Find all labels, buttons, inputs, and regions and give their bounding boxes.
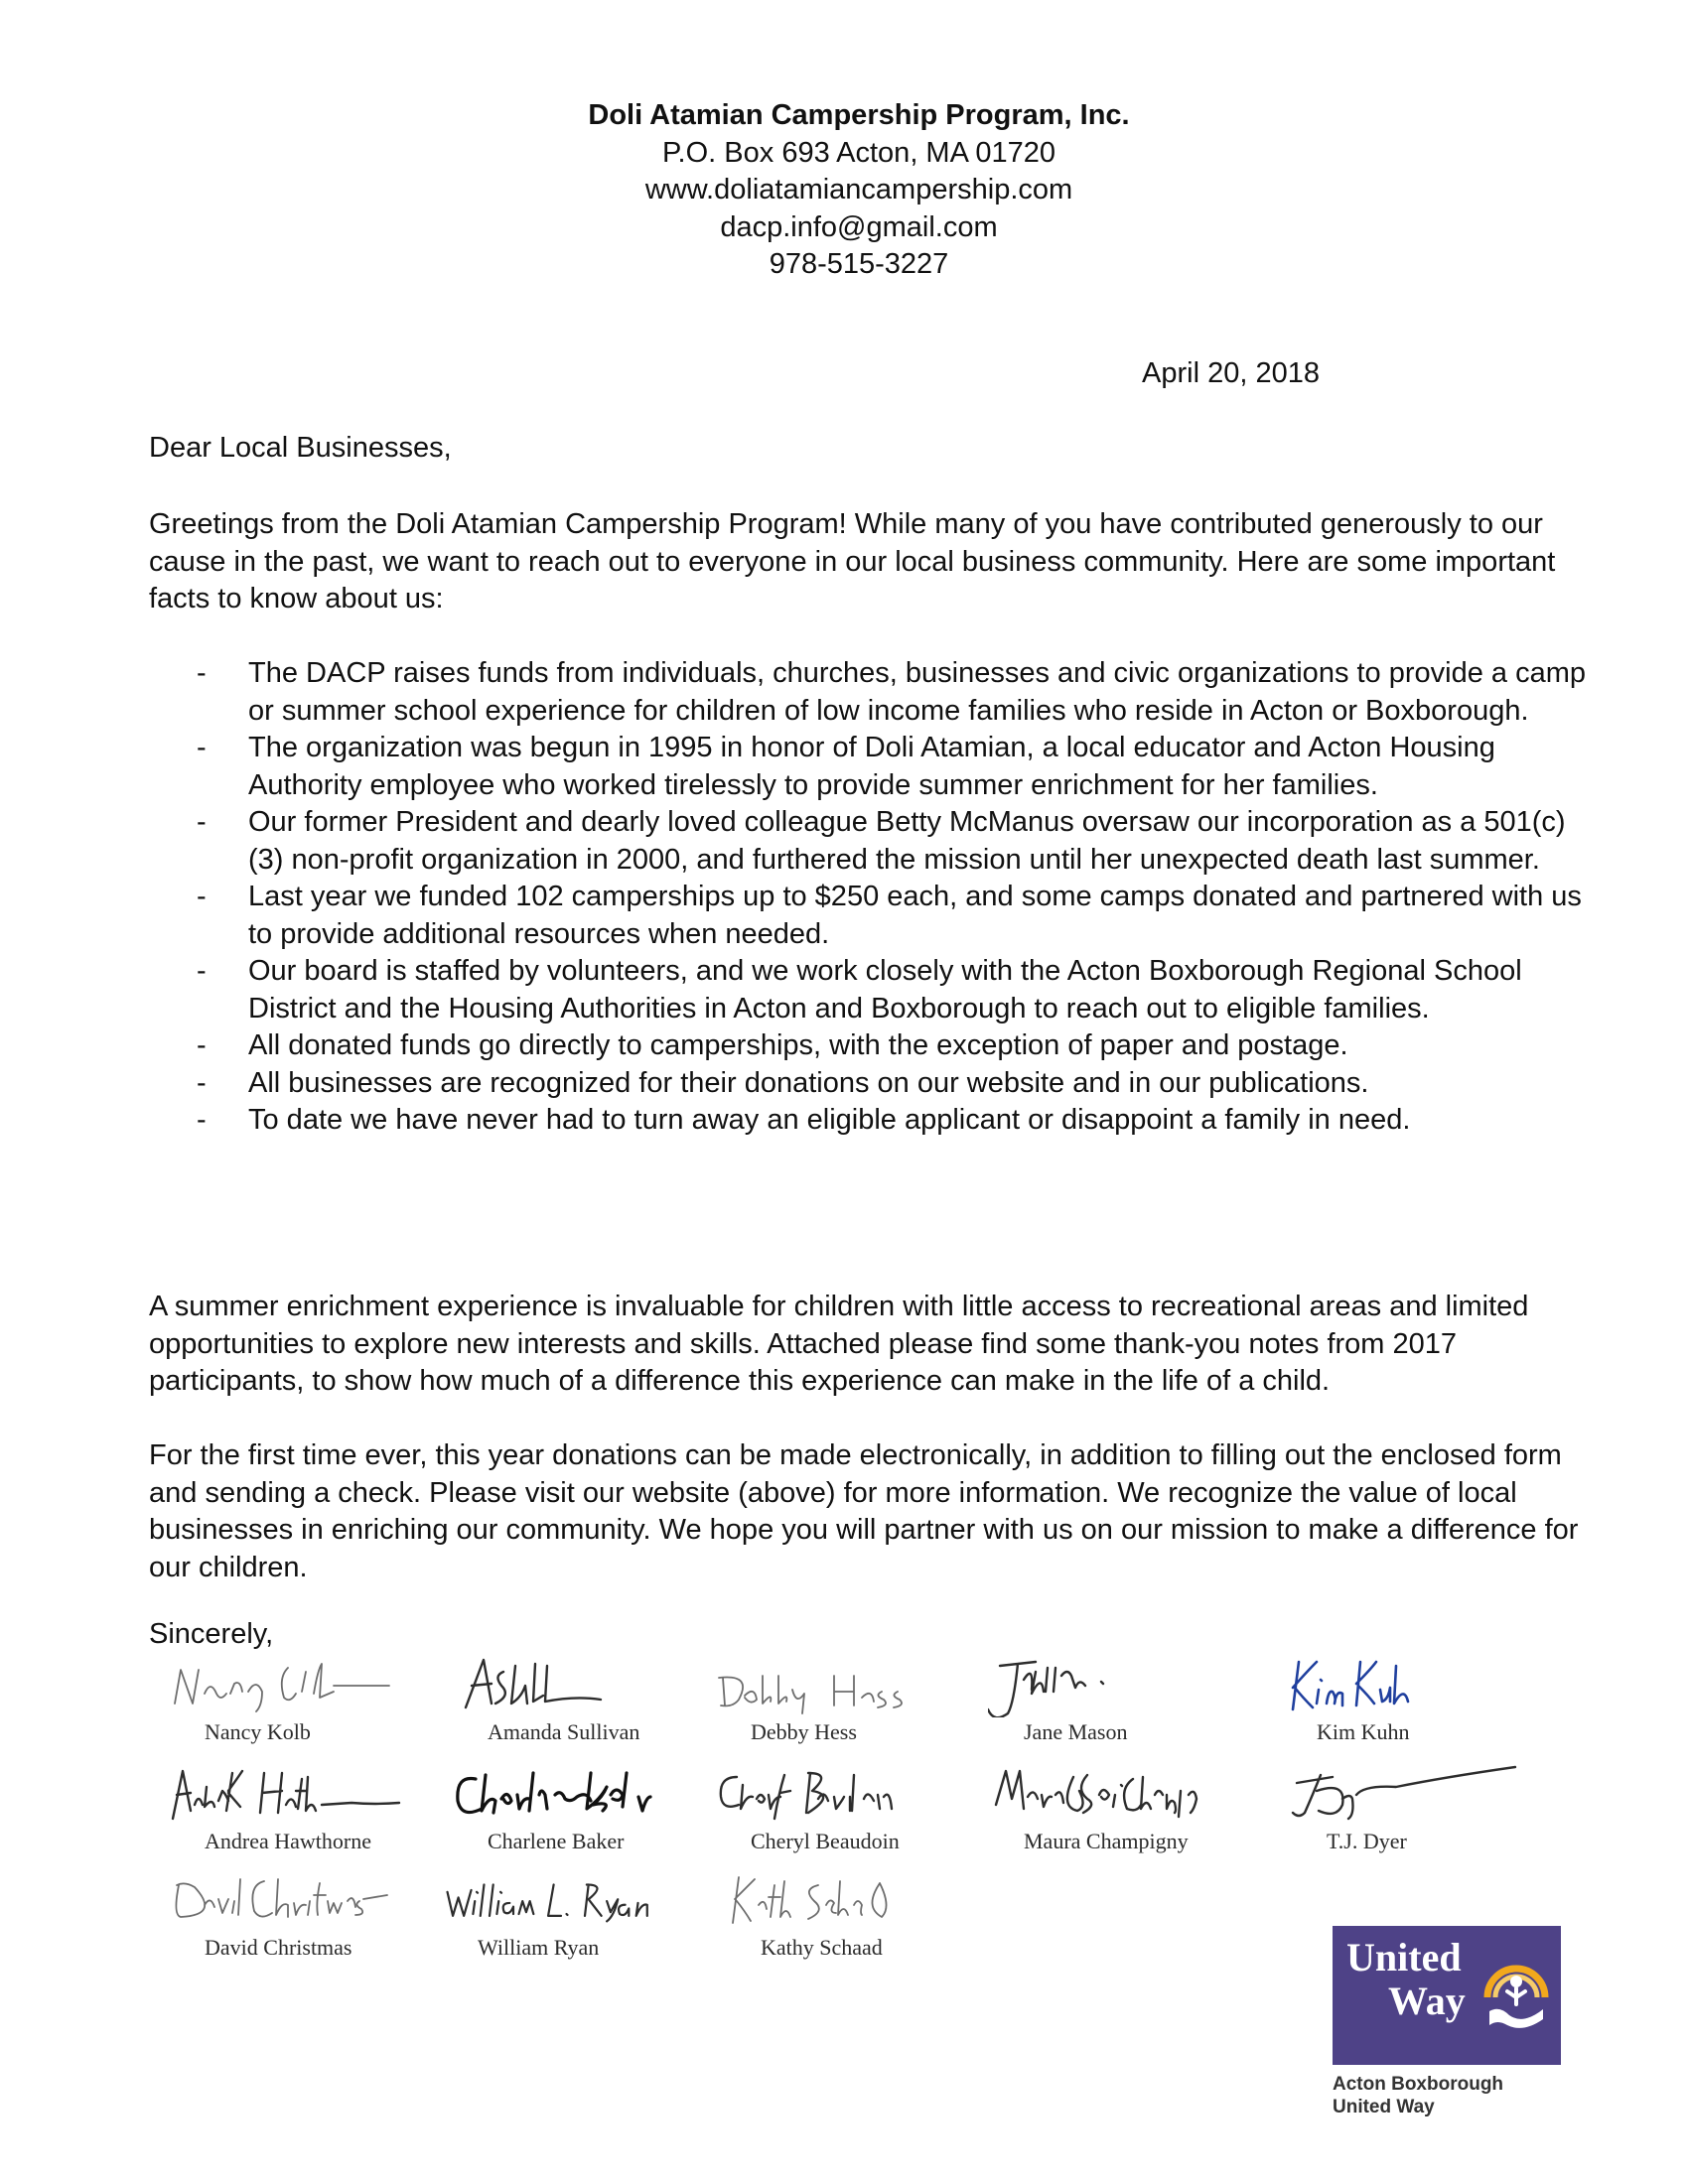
signature-block-charlene-baker [452, 1765, 690, 1853]
signatory-name: T.J. Dyer [1327, 1829, 1407, 1853]
logo-caption-line2: United Way [1333, 2097, 1435, 2117]
handwritten-signature [988, 1656, 1226, 1717]
bullet-dash: - [197, 806, 207, 838]
signature-block-andrea-hawthorne [169, 1765, 407, 1853]
fact-item [149, 953, 1599, 1027]
signatory-name: Nancy Kolb [205, 1719, 311, 1744]
signatory-name: Charlene Baker [488, 1829, 625, 1853]
logo-word-way: Way [1388, 1979, 1466, 2023]
signature-block-cheryl-beaudoin [715, 1765, 953, 1853]
handwritten-signature [169, 1871, 407, 1933]
fact-item [149, 1065, 1599, 1103]
logo-word-united: United [1346, 1935, 1462, 1979]
org-name: Doli Atamian Campership Program, Inc. [588, 99, 1130, 131]
handwritten-signature [715, 1765, 953, 1827]
handwritten-signature [452, 1656, 690, 1717]
handwritten-signature [715, 1656, 953, 1717]
fact-text: The DACP raises funds from individuals, churches, businesses and civic organizations to provide a camp or summer school experience for children of low income families who reside in Acton or Boxborough. [248, 657, 1587, 727]
handwritten-signature [169, 1765, 407, 1827]
signatory-name: Cheryl Beaudoin [751, 1829, 900, 1853]
signatory-name: David Christmas [205, 1935, 352, 1960]
fact-text: Our board is staffed by volunteers, and we work closely with the Acton Boxborough Regional School District and the Housing Authorities in Acton and Boxborough to reach out to eligible families. [248, 955, 1522, 1024]
fact-item [149, 1102, 1599, 1140]
signature-block-debby-hess [715, 1656, 953, 1744]
bullet-dash: - [197, 955, 207, 987]
handwritten-signature [725, 1871, 963, 1933]
fact-text: All donated funds go directly to camperships, with the exception of paper and postage. [248, 1029, 1348, 1061]
handwritten-signature [988, 1765, 1226, 1827]
signatory-name: Amanda Sullivan [488, 1719, 640, 1744]
handwritten-signature [1291, 1765, 1529, 1827]
bullet-dash: - [197, 732, 207, 763]
united-way-logo [1333, 1926, 1571, 2118]
signature-block-amanda-sullivan [452, 1656, 690, 1744]
signature-block-kathy-schaad [725, 1871, 963, 1960]
united-way-badge [1333, 1926, 1561, 2065]
salutation: Dear Local Businesses, [149, 432, 452, 464]
letterhead [0, 97, 1688, 284]
signatory-name: Maura Champigny [1024, 1829, 1189, 1853]
signature-block-jane-mason [988, 1656, 1226, 1744]
signature-block-william-ryan [442, 1871, 680, 1960]
org-email[interactable]: dacp.info@gmail.com [720, 210, 998, 243]
enrichment-paragraph: A summer enrichment experience is invaluable for children with little access to recreational areas and limited opportunities to explore new interests and skills. Attached please find some thank-you notes from 2017 participants, to show how much of a difference this experience can make in the life of a child. [149, 1291, 1529, 1397]
bullet-dash: - [197, 1066, 207, 1099]
org-address: P.O. Box 693 Acton, MA 01720 [661, 136, 1056, 169]
fact-item [149, 655, 1599, 730]
org-website[interactable]: www.doliatamiancampership.com [644, 174, 1073, 205]
handwritten-signature [1281, 1656, 1519, 1717]
handwritten-signature [452, 1765, 690, 1827]
facts-list [149, 655, 1599, 1140]
fact-text: The organization was begun in 1995 in honor of Doli Atamian, a local educator and Acton Housing Authority employee who worked tirelessly to provide summer enrichment for her families. [248, 732, 1495, 801]
signatory-name: Debby Hess [751, 1719, 857, 1744]
fact-text: All businesses are recognized for their donations on our website and in our publications. [248, 1066, 1369, 1099]
letter-date: April 20, 2018 [1142, 357, 1320, 389]
signature-block-nancy-kolb [169, 1656, 407, 1744]
united-way-hand-rainbow-icon [1481, 1952, 1551, 2037]
signatory-name: Kim Kuhn [1317, 1719, 1410, 1744]
fact-text: Last year we funded 102 camperships up to $250 each, and some camps donated and partnered with us to provide additional resources when needed. [248, 881, 1582, 950]
logo-caption-line1: Acton Boxborough [1333, 2074, 1504, 2095]
signatory-name: William Ryan [478, 1935, 600, 1960]
signatory-name: Andrea Hawthorne [205, 1829, 371, 1853]
bullet-dash: - [197, 1104, 207, 1136]
donation-paragraph: For the first time ever, this year donations can be made electronically, in addition to filling out the enclosed form and sending a check. Please visit our website (above) for more information. We recognize the value of local businesses in enriching our community. We hope you will partner with us on our mission to make a difference for our children. [149, 1439, 1579, 1583]
signature-block-kim-kuhn [1281, 1656, 1519, 1744]
signature-block-maura-champigny [988, 1765, 1226, 1853]
signature-block-tj-dyer [1291, 1765, 1529, 1853]
bullet-dash: - [197, 881, 207, 912]
org-phone: 978-515-3227 [769, 248, 949, 280]
fact-item [149, 879, 1599, 953]
bullet-dash: - [197, 1029, 207, 1061]
fact-item [149, 804, 1599, 879]
fact-item [149, 730, 1599, 804]
logo-caption [1333, 2073, 1571, 2118]
handwritten-signature [169, 1656, 407, 1717]
fact-item [149, 1027, 1599, 1065]
fact-text: To date we have never had to turn away an eligible applicant or disappoint a family in need. [248, 1104, 1411, 1136]
closing: Sincerely, [149, 1618, 274, 1650]
intro-paragraph: Greetings from the Doli Atamian Campership Program! While many of you have contributed generously to our cause in the past, we want to reach out to everyone in our local business community. Here are some important facts to know about us: [149, 508, 1556, 614]
signatory-name: Kathy Schaad [761, 1935, 883, 1960]
signature-block-david-christmas [169, 1871, 407, 1960]
handwritten-signature [442, 1871, 680, 1933]
signatory-name: Jane Mason [1024, 1719, 1128, 1744]
bullet-dash: - [197, 657, 207, 689]
fact-text: Our former President and dearly loved colleague Betty McManus oversaw our incorporation as a 501(c)(3) non-profit organization in 2000, and furthered the mission until her unexpected death last summer. [248, 806, 1566, 876]
